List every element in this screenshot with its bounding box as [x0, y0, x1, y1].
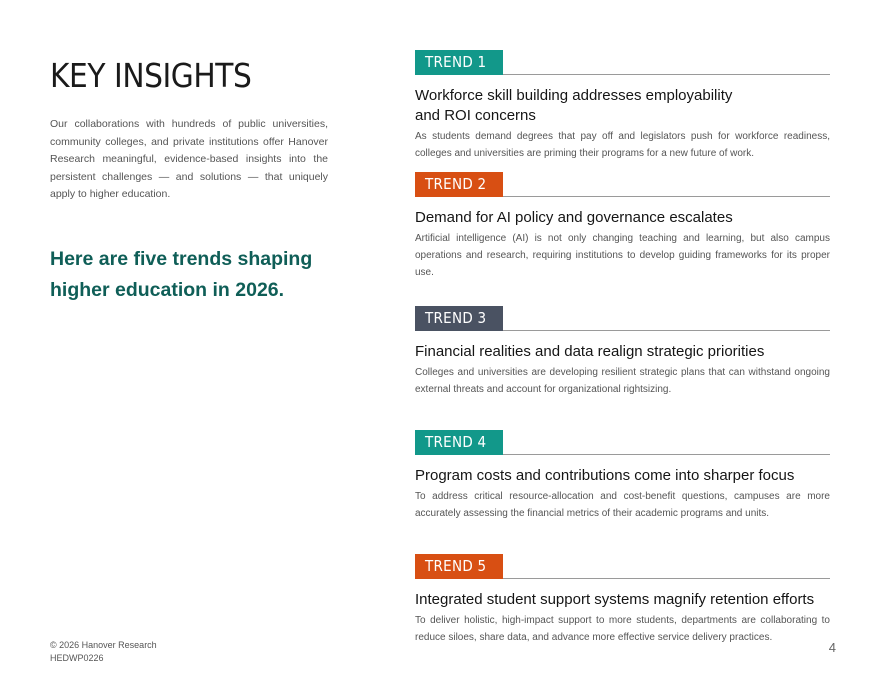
trend-heading: Workforce skill building addresses employability and ROI concerns: [415, 87, 733, 124]
trend-3: [415, 306, 830, 398]
trend-label: TREND 1: [425, 53, 487, 71]
footer: [50, 639, 157, 664]
page-number: 4: [828, 640, 836, 655]
trend-label: TREND 2: [425, 175, 487, 193]
trend-4: [415, 430, 830, 522]
trend-text: Colleges and universities are developing resilient strategic plans that can withstand ongoing external threats and account for organizational rightsizing.: [415, 367, 830, 395]
page-title: KEY INSIGHTS: [50, 56, 252, 95]
trend-badge: [415, 50, 503, 75]
callout-text: Here are five trends shaping higher education in 2026.: [50, 248, 313, 301]
trend-heading: Integrated student support systems magnify retention efforts: [415, 591, 815, 608]
trend-text: As students demand degrees that pay off and legislators push for workforce readiness, colleges and universities are priming their programs for a new future of work.: [415, 131, 830, 159]
trend-text: To address critical resource-allocation and cost-benefit questions, campuses are more accurately assessing the financial metrics of their academic programs and units.: [415, 491, 830, 519]
trend-label: TREND 5: [425, 557, 487, 575]
trend-badge: [415, 430, 503, 455]
trend-badge: [415, 554, 503, 579]
trend-text: Artificial intelligence (AI) is not only changing teaching and learning, but also campus operations and research, requiring institutions to develop guiding frameworks for its proper use.: [415, 233, 830, 278]
footer-copyright: © 2026 Hanover Research: [50, 640, 157, 650]
trend-header: [415, 50, 830, 76]
trend-badge: [415, 306, 503, 331]
trend-text: To deliver holistic, high-impact support to more students, departments are collaborating to reduce siloes, share data, and advance more effective service delivery practices.: [415, 615, 830, 643]
trend-header: [415, 430, 830, 456]
footer-document-code: HEDWP0226: [50, 652, 104, 663]
trend-badge: [415, 172, 503, 197]
trend-2: [415, 172, 830, 281]
trend-5: [415, 554, 830, 646]
trend-header: [415, 306, 830, 332]
trend-header: [415, 172, 830, 198]
trend-heading: Program costs and contributions come into sharper focus: [415, 467, 795, 484]
trend-label: TREND 3: [425, 309, 487, 327]
trend-heading: Demand for AI policy and governance escalates: [415, 209, 733, 226]
trend-header: [415, 554, 830, 580]
trend-heading: Financial realities and data realign strategic priorities: [415, 343, 765, 360]
trend-label: TREND 4: [425, 433, 487, 451]
trend-1: [415, 50, 830, 162]
intro-paragraph: Our collaborations with hundreds of public universities, community colleges, and private institutions offer Hanover Research meaningful, evidence-based insights into the persistent challenges — and solutions — that uniquely apply to higher education.: [50, 118, 328, 201]
